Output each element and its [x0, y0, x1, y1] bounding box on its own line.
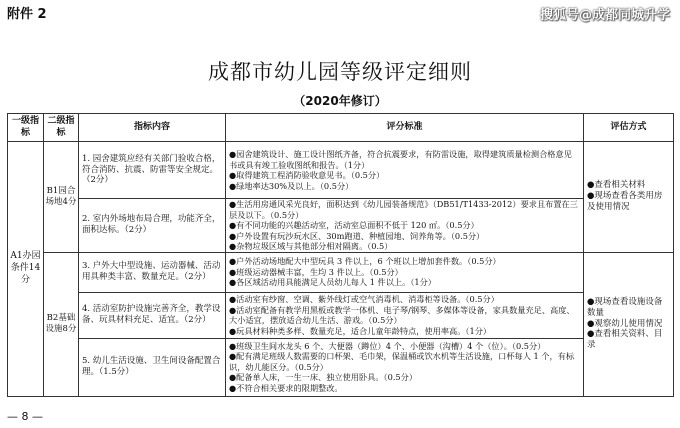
evaluation-table: [7, 113, 674, 397]
criteria-line: ●配有满足班级人数需要的口杯架、毛巾架，保温桶或饮水机等生活设施，口杯每人 1 个，有标识，幼儿能区分。（0.5分）: [229, 351, 575, 372]
level2-indicator-b2: B2基础设施8分: [44, 252, 79, 396]
content-cell: 3. 户外大中型设施、运动器械、活动用具种类丰富、数量充足。（2分）: [79, 252, 226, 292]
criteria-line: ●各区域活动用具能满足人员幼儿每人 1 件以上。（1分）: [229, 277, 436, 288]
criteria-line: ●配备单人床，一生一床、独立使用卧具。（0.5分）: [229, 372, 418, 383]
page-number: — 8 —: [7, 410, 43, 423]
method-cell-b1: ●查看相关材料 ●现场查看各类用房及使用情况: [584, 142, 674, 253]
content-cell: 1. 园舍建筑应经有关部门验收合格，符合消防、抗震、防雷等安全规定。（2分）: [79, 142, 226, 199]
table-row: [8, 252, 674, 292]
source-watermark: 搜狐号@成都同城升学: [539, 8, 670, 23]
criteria-line: ●有不同功能的兴趣活动室，活动室总面积不低于 120 ㎡。（0.5分）: [229, 220, 479, 230]
criteria-line: ●班级卫生间水龙头 6 个、大便器（蹲位）4 个、小便器（沟槽）4 个（位）。（0.5分）: [229, 340, 546, 351]
content-cell: 5. 幼儿生活设施、卫生间设备配置合理。（1.5分）: [79, 338, 226, 396]
criteria-line: ●绿地率达30%及以上。（0.5分）: [229, 180, 354, 191]
column-header-level2: 二级指标: [44, 114, 79, 142]
criteria-line: ●班级运动器械丰富，生均 3 件以上。（0.5分）: [229, 266, 403, 277]
column-header-criteria: 评分标准: [226, 114, 584, 142]
column-header-method: 评估方式: [584, 114, 674, 142]
level1-indicator: A1办园条件14分: [8, 142, 44, 397]
document-subtitle: （2020年修订）: [293, 94, 387, 108]
criteria-cell: [226, 292, 584, 338]
column-header-level1: 一级指标: [8, 114, 44, 142]
criteria-line: ●玩具材料种类多样、数量充足，适合儿童年龄特点，使用率高。（1分）: [229, 325, 492, 336]
criteria-line: ●活动室配备有教学用黑板或教学一体机、电子琴/钢琴、多媒体等设备，家具数量充足、高度、大小适宜，摆放适合幼儿生活、游戏。（0.5分）: [229, 304, 575, 325]
criteria-line: ●户外活动场地配大中型玩具 3 件以上，6 个班以上增加套件数。（0.5分）: [229, 256, 501, 267]
criteria-line: ●不符合相关要求的限期整改。: [229, 382, 343, 393]
method-cell-b2: ●现场查看设施设备数量 ●观察幼儿使用情况 ●查看相关资料、目录: [584, 252, 674, 396]
criteria-line: ●生活用房通风采光良好，面积达到《幼儿园装备规范》（DB51/T1433-2012）要求且布置在三层及以下。（0.5分）: [229, 199, 578, 220]
criteria-line: ●户外设置有玩沙玩水区、30m跑道、种植园地、饲养角等。（0.5分）: [229, 230, 485, 241]
table-header-row: [8, 114, 674, 142]
criteria-line: ●园舍建筑设计、施工设计图纸齐备，符合抗震要求，有防雷设施，取得建筑质量检测合格意见书或具有竣工验收图纸和报告。（1分）: [229, 149, 572, 170]
annex-label: 附件 2: [7, 7, 47, 22]
table-row: [8, 338, 674, 396]
table-row: [8, 292, 674, 338]
content-cell: 4. 活动室防护设施完善齐全，教学设备、玩具材料充足、适宜。（2分）: [79, 292, 226, 338]
table-row: [8, 199, 674, 253]
criteria-cell: [226, 142, 584, 199]
content-cell: 2. 室内外场地布局合理，功能齐全，面积达标。（2分）: [79, 199, 226, 253]
criteria-line: ●杂物垃圾区域与其他部分相对隔离。（0.5）: [229, 241, 393, 251]
column-header-content: 指标内容: [79, 114, 226, 142]
criteria-line: ●取得建筑工程消防验收意见书。（0.5分）: [229, 170, 385, 180]
criteria-cell: [226, 252, 584, 292]
criteria-line: ●活动室有纱窗、空调、紫外线灯或空气消毒机、消毒柜等设备。（0.5分）: [229, 294, 499, 304]
criteria-cell: [226, 199, 584, 253]
table-row: [8, 142, 674, 199]
level2-indicator-b1: B1园合场地4分: [44, 142, 79, 253]
criteria-cell: [226, 338, 584, 396]
document-title: 成都市幼儿园等级评定细则: [208, 60, 472, 84]
